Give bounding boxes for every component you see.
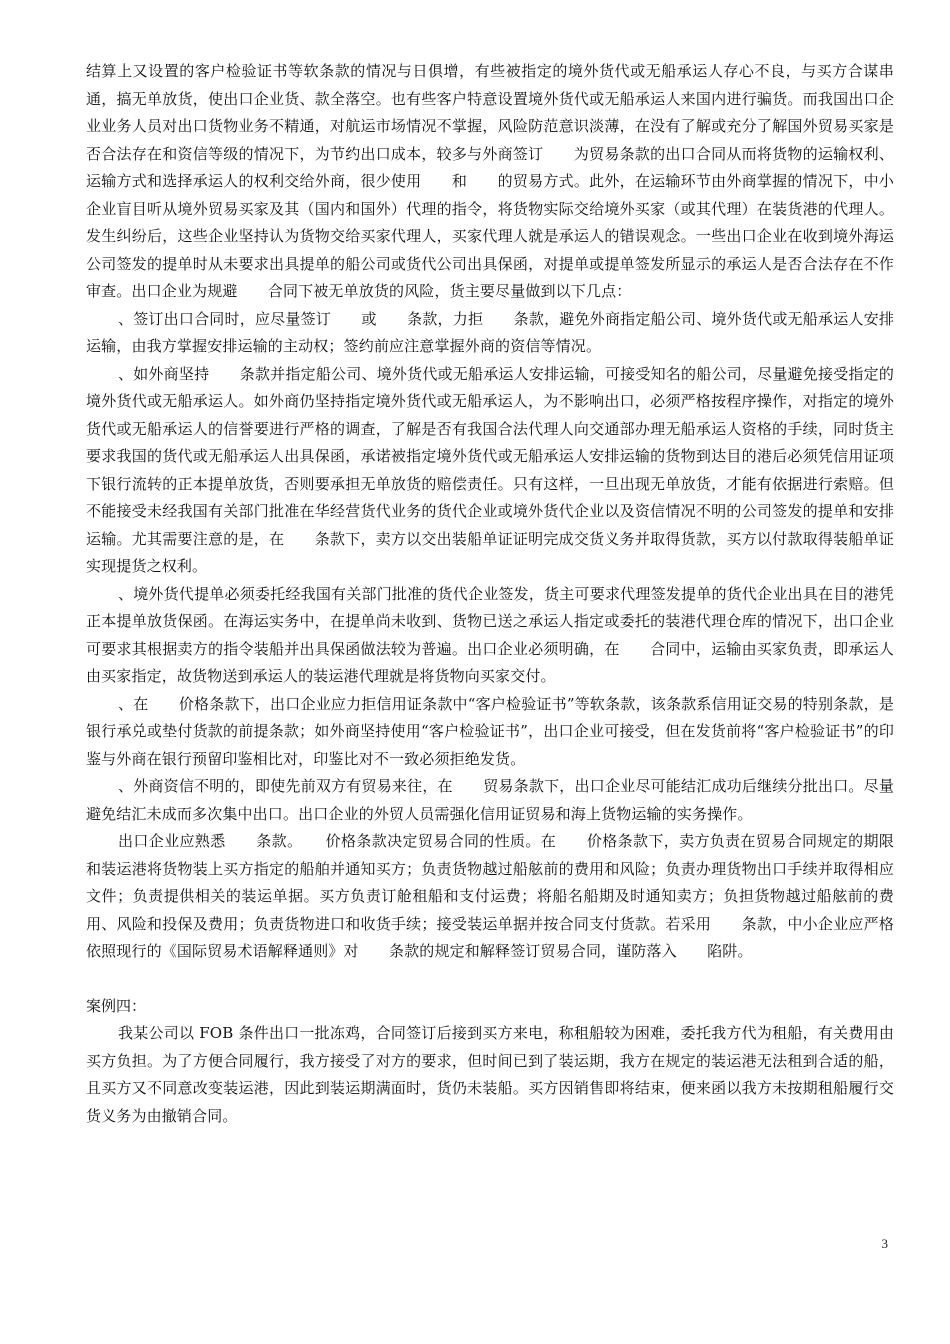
paragraph-point-2: 、如外商坚持 条款并指定船公司、境外货代或无船承运人安排运输，可接受知名的船公司，尽量避免接受指定的境外货代或无船承运人。如外商仍坚持指定境外货代或无船承运人，为不影响出口，必须严格按程序操作，对指定的境外货代或无船承运人的信誉要进行严格的调查，了解是否有我国合法代理人向交通部办理无船承运人资格的手续，同时货主要求我国的货代或无船承运人出具保函，承诺被指定境外货代或无船承运人安排运输的货物到达目的港后必须凭信用证项下银行流转的正本提单放货，否则要承担无单放货的赔偿责任。只有这样，一旦出现无单放货，才能有依据进行索赔。但不能接受未经我国有关部门批准在华经营货代业务的货代企业或境外货代企业以及资信情况不明的公司签发的提单和安排运输。尤其需要注意的是，在 条款下，卖方以交出装船单证证明完成交货义务并取得货款，买方以付款取得装船单证实现提货之权利。 bbox=[86, 364, 894, 575]
paragraph-point-1: 、签订出口合同时，应尽量签订 或 条款，力拒 条款，避免外商指定船公司、境外货代或无船承运人安排运输，由我方掌握安排运输的主动权；签约前应注意掌握外商的资信等情况。 bbox=[86, 309, 894, 355]
page-number: 3 bbox=[881, 1236, 888, 1251]
case-paragraph: 我某公司以 FOB 条件出口一批冻鸡，合同签订后接到买方来电，称租船较为困难，委托我方代为租船，有关费用由买方负担。为了方便合同履行，我方接受了对方的要求，但时间已到了装运期，我方在规定的装运港无法租到合适的船，且买方又不同意改变装运港，因此到装运期满面时，货仍未装船。买方因销售即将结束，便来函以我方未按期租船履行交货义务为由撤销合同。 bbox=[86, 1024, 894, 1125]
document-page bbox=[86, 58, 894, 1130]
paragraph-point-3: 、境外货代提单必须委托经我国有关部门批准的货代企业签发，货主可要求代理签发提单的货代企业出具在目的港凭正本提单放货保函。在海运实务中，在提单尚未收到、货物已送之承运人指定或委托的装港代理仓库的情况下，出口企业可要求其根据卖方的指令装船并出具保函做法较为普遍。出口企业必须明确，在 合同中，运输由买家负责，即承运人由买家指定，故货物送到承运人的装运港代理就是将货物向买家交付。 bbox=[86, 584, 894, 685]
section-spacer bbox=[86, 966, 894, 993]
case-title: 案例四： bbox=[86, 996, 147, 1015]
paragraph-conclusion: 出口企业应熟悉 条款。 价格条款决定贸易合同的性质。在 价格条款下，卖方负责在贸易合同规定的期限和装运港将货物装上买方指定的船舶并通知买方；负责货物越过船舷前的费用和风险；负责办理货物出口手续并取得相应文件；负责提供相关的装运单据。买方负责订舱租船和支付运费；将船名船期及时通知卖方；负担货物越过船舷前的费用、风险和投保及费用；负责货物进口和收货手续；接受装运单据并按合同支付货款。若采用 条款，中小企业应严格依照现行的《国际贸易术语解释通则》对 条款的规定和解释签订贸易合同，谨防落入 陷阱。 bbox=[86, 832, 894, 960]
paragraph-point-4: 、在 价格条款下，出口企业应力拒信用证条款中“客户检验证书”等软条款，该条款系信用证交易的特别条款，是银行承兑或垫付货款的前提条款；如外商坚持使用“客户检验证书”，出口企业可接受，但在发货前将“客户检验证书”的印鉴与外商在银行预留印鉴相比对，印鉴比对不一致必须拒绝发货。 bbox=[86, 694, 894, 768]
paragraph-intro: 结算上又设置的客户检验证书等软条款的情况与日俱增，有些被指定的境外货代或无船承运人存心不良，与买方合谋串通，搞无单放货，使出口企业货、款全落空。也有些客户特意设置境外货代或无船承运人来国内进行骗货。而我国出口企业业务人员对出口货物业务不精通，对航运市场情况不掌握，风险防范意识淡薄，在没有了解或充分了解国外贸易买家是否合法存在和资信等级的情况下，为节约出口成本，较多与外商签订 为贸易条款的出口合同从而将货物的运输权利、运输方式和选择承运人的权利交给外商，很少使用 和 的贸易方式。此外，在运输环节由外商掌握的情况下，中小企业盲目听从境外贸易买家及其（国内和国外）代理的指令，将货物实际交给境外买家（或其代理）在装货港的代理人。发生纠纷后，这些企业坚持认为货物交给买家代理人，买家代理人就是承运人的错误观念。一些出口企业在收到境外海运公司签发的提单时从未要求出具提单的船公司或货代公司出具保函，对提单或提单签发所显示的承运人是否合法存在不作审查。出口企业为规避 合同下被无单放货的风险，货主要尽量做到以下几点： bbox=[86, 62, 894, 300]
paragraph-point-5: 、外商资信不明的，即使先前双方有贸易来往，在 贸易条款下，出口企业尽可能结汇成功后继续分批出口。尽量避免结汇未成而多次集中出口。出口企业的外贸人员需强化信用证贸易和海上货物运输的实务操作。 bbox=[86, 777, 894, 823]
